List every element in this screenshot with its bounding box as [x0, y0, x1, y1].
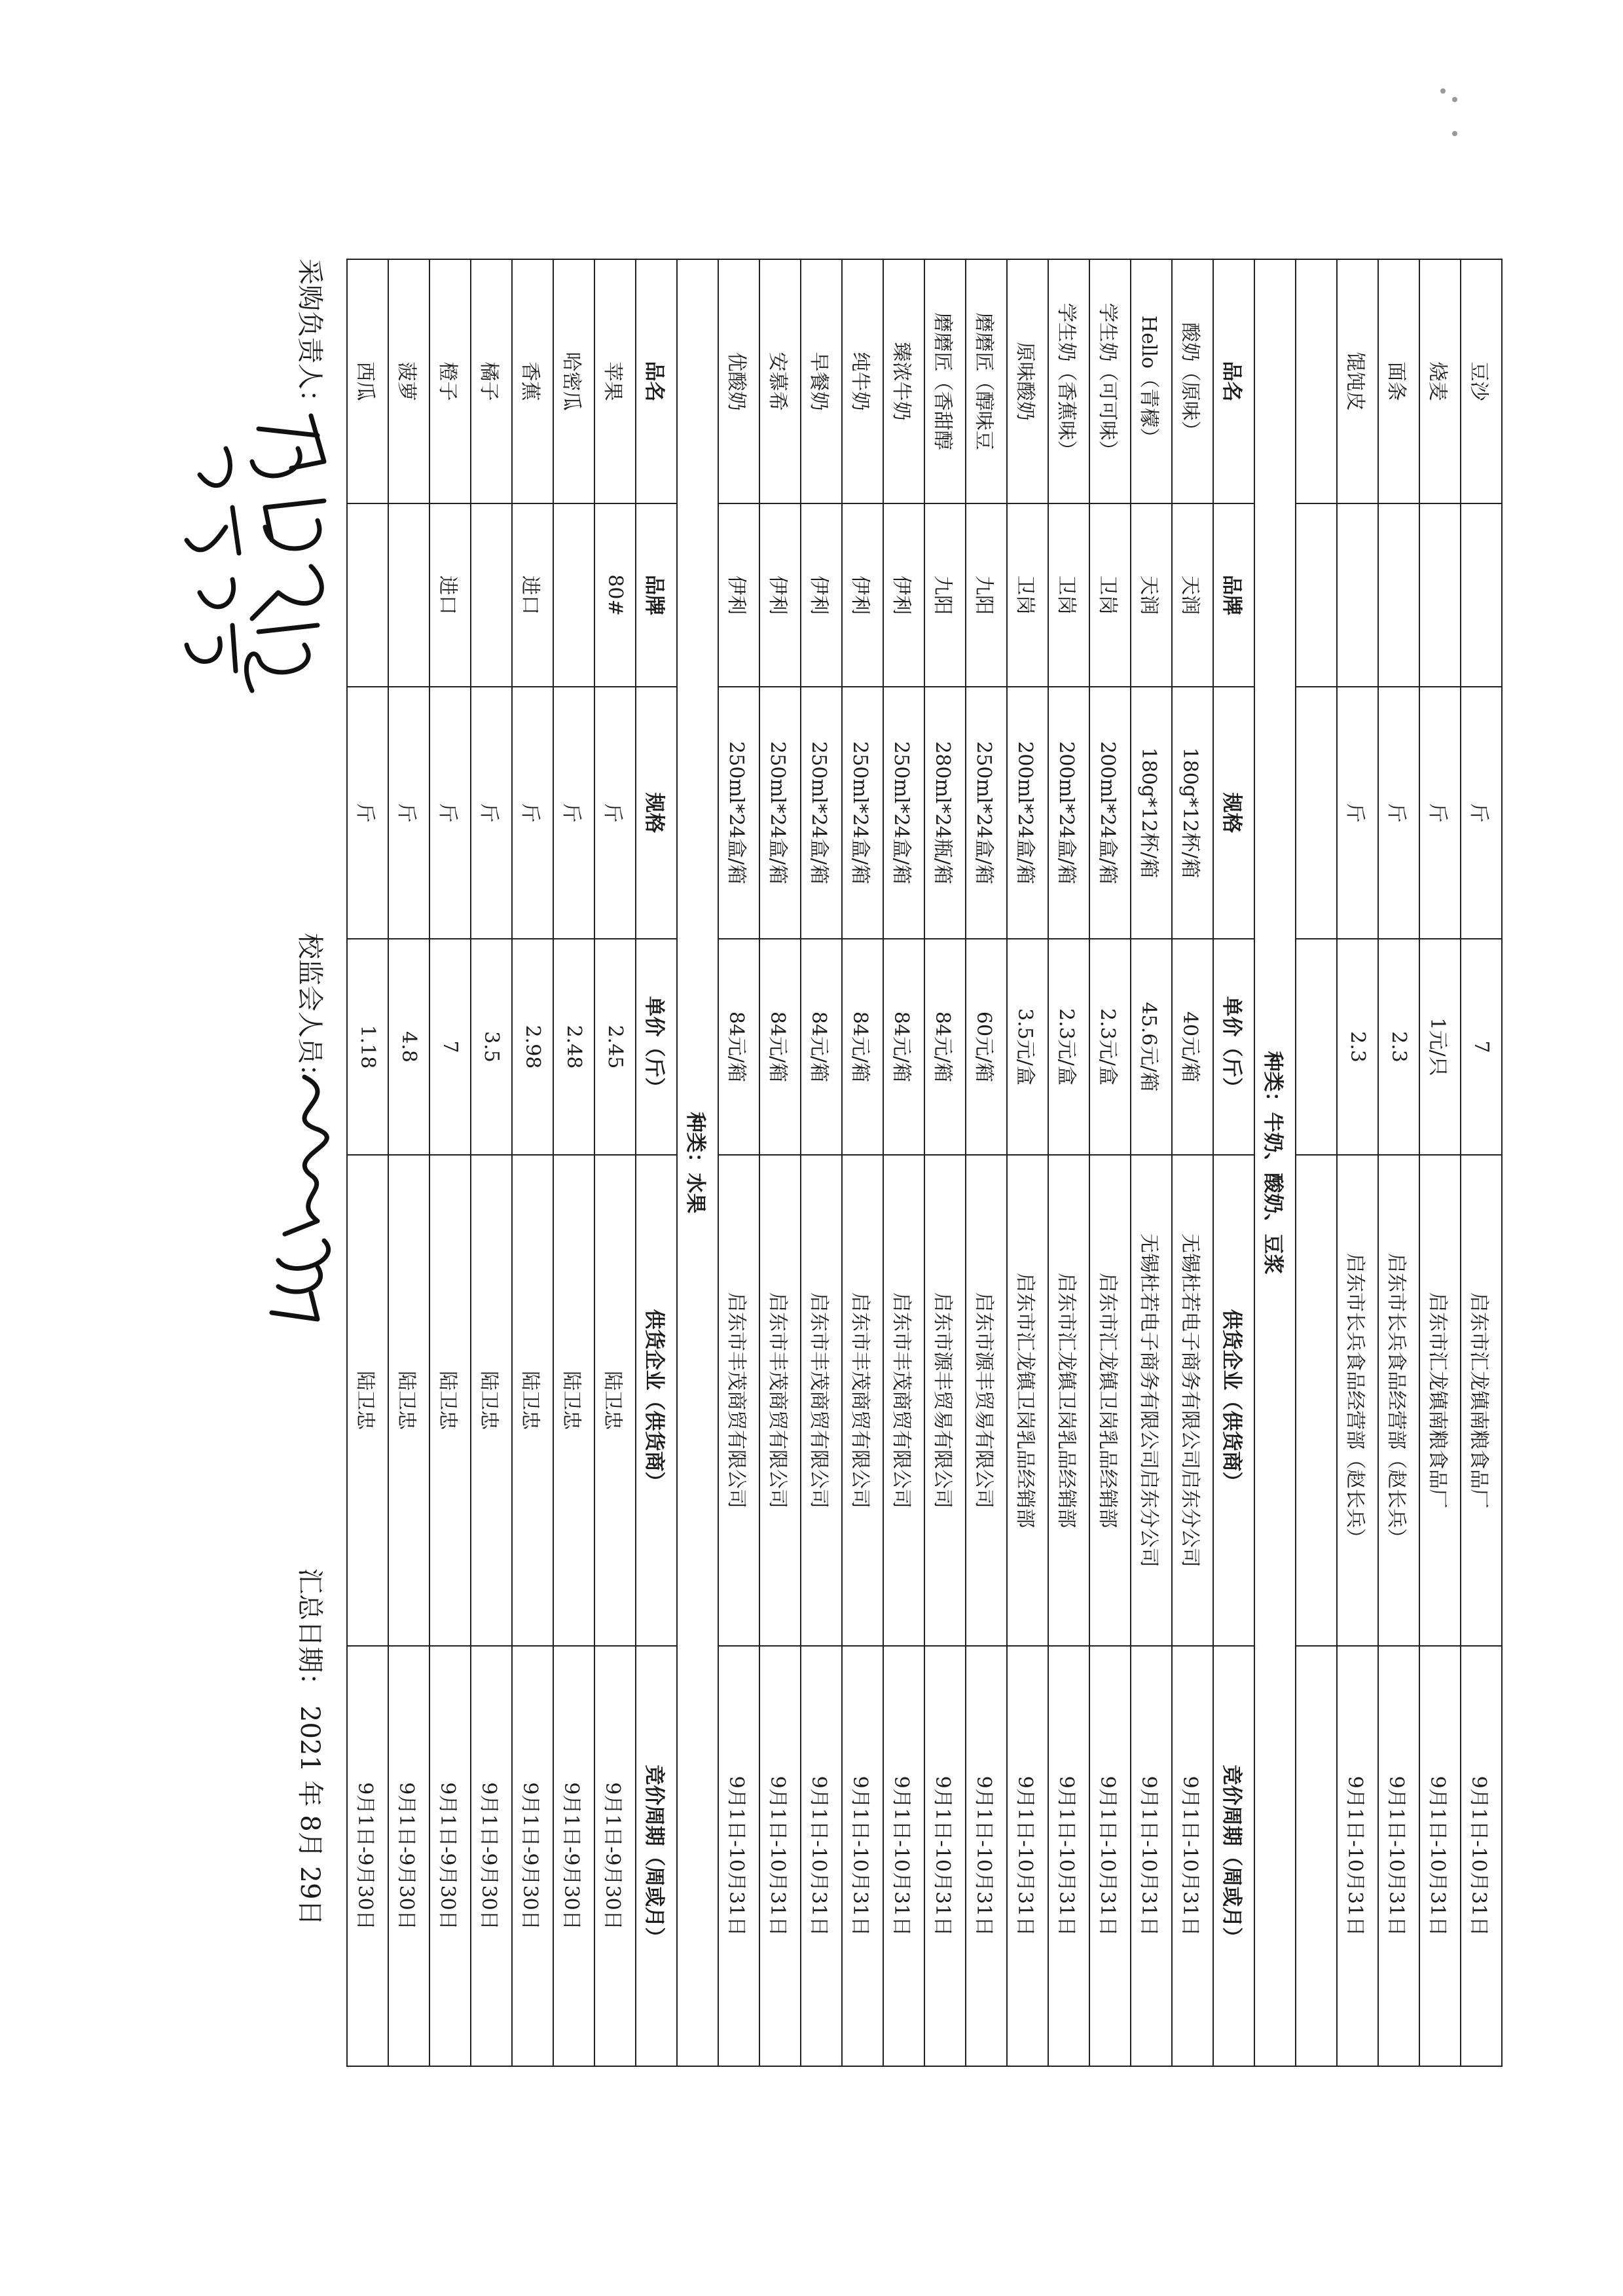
blank-cell	[1296, 259, 1337, 503]
table-row	[1048, 259, 1089, 2066]
cell-supplier: 启东市长兵食品经营部（赵长兵）	[1337, 1155, 1378, 1646]
cell-period: 9月1日-10月31日	[842, 1646, 883, 2066]
cell-name: 优酸奶	[718, 259, 759, 503]
cell-brand: 伊利	[842, 503, 883, 687]
cell-name: 磨磨匠（香甜醇	[924, 259, 966, 503]
header-supplier: 供货企业（供货商）	[1213, 1155, 1254, 1646]
cell-brand: 伊利	[718, 503, 759, 687]
cell-name: Hello（青檬）	[1131, 259, 1172, 503]
cell-period: 9月1日-10月31日	[718, 1646, 759, 2066]
cell-price: 84元/箱	[924, 939, 966, 1155]
cell-supplier: 启东市丰茂商贸有限公司	[883, 1155, 924, 1646]
cell-brand	[1378, 503, 1419, 687]
signature-row	[180, 259, 331, 2066]
cell-supplier: 启东市丰茂商贸有限公司	[842, 1155, 883, 1646]
cell-name: 豆沙	[1461, 259, 1502, 503]
cell-spec: 250ml*24盒/箱	[966, 687, 1007, 939]
cell-period: 9月1日-10月31日	[1007, 1646, 1048, 2066]
cell-name: 哈密瓜	[553, 259, 594, 503]
cell-name: 菠萝	[388, 259, 429, 503]
cell-spec: 250ml*24盒/箱	[842, 687, 883, 939]
cell-supplier: 陆卫忠	[512, 1155, 553, 1646]
cell-brand: 九阳	[966, 503, 1007, 687]
cell-supplier: 陆卫忠	[553, 1155, 594, 1646]
cell-supplier: 启东市丰茂商贸有限公司	[718, 1155, 759, 1646]
cell-spec: 180g*12杯/箱	[1172, 687, 1213, 939]
cell-name: 学生奶（可可味）	[1089, 259, 1131, 503]
cell-period: 9月1日-10月31日	[883, 1646, 924, 2066]
cell-price: 2.3	[1337, 939, 1378, 1155]
blank-cell	[1296, 503, 1337, 687]
cell-spec: 斤	[347, 687, 388, 939]
blank-row	[1296, 259, 1337, 2066]
header-period: 竞价周期（周或月）	[636, 1646, 677, 2066]
cell-brand	[553, 503, 594, 687]
cell-price: 1元/只	[1419, 939, 1461, 1155]
blank-cell	[1296, 1155, 1337, 1646]
scan-speck	[1452, 131, 1457, 136]
cell-price: 7	[429, 939, 471, 1155]
cell-supplier: 无锡杜若电子商务有限公司启东分公司	[1131, 1155, 1172, 1646]
cell-price: 7	[1461, 939, 1502, 1155]
cell-spec: 斤	[388, 687, 429, 939]
cell-price: 2.48	[553, 939, 594, 1155]
table-row	[471, 259, 512, 2066]
date-label: 汇总日期：	[295, 1568, 325, 1699]
cell-price: 60元/箱	[966, 939, 1007, 1155]
cell-supplier: 启东市长兵食品经营部（赵长兵）	[1378, 1155, 1419, 1646]
cell-brand: 卫岗	[1089, 503, 1131, 687]
cell-brand	[1337, 503, 1378, 687]
cell-supplier: 陆卫忠	[471, 1155, 512, 1646]
cell-price: 3.5元/盒	[1007, 939, 1048, 1155]
cell-name: 纯牛奶	[842, 259, 883, 503]
cell-spec: 250ml*24盒/箱	[801, 687, 842, 939]
cell-name: 香蕉	[512, 259, 553, 503]
cell-brand: 80#	[594, 503, 636, 687]
cell-period: 9月1日-9月30日	[594, 1646, 636, 2066]
header-price: 单价（斤）	[636, 939, 677, 1155]
cell-name: 原味酸奶	[1007, 259, 1048, 503]
cell-period: 9月1日-10月31日	[924, 1646, 966, 2066]
cell-period: 9月1日-9月30日	[347, 1646, 388, 2066]
price-table	[346, 259, 1503, 2067]
cell-brand: 进口	[512, 503, 553, 687]
cell-price: 45.6元/箱	[1131, 939, 1172, 1155]
cell-spec: 斤	[553, 687, 594, 939]
cell-supplier: 陆卫忠	[594, 1155, 636, 1646]
cell-brand	[347, 503, 388, 687]
cell-spec: 250ml*24盒/箱	[718, 687, 759, 939]
cell-price: 1.18	[347, 939, 388, 1155]
cell-spec: 180g*12杯/箱	[1131, 687, 1172, 939]
cell-name: 橘子	[471, 259, 512, 503]
header-supplier: 供货企业（供货商）	[636, 1155, 677, 1646]
cell-price: 84元/箱	[759, 939, 801, 1155]
header-name: 品名	[636, 259, 677, 503]
blank-cell	[1296, 687, 1337, 939]
cell-spec: 200ml*24盒/箱	[1089, 687, 1131, 939]
cell-brand: 卫岗	[1048, 503, 1089, 687]
cell-price: 40元/箱	[1172, 939, 1213, 1155]
cell-name: 面条	[1378, 259, 1419, 503]
cell-period: 9月1日-9月30日	[388, 1646, 429, 2066]
cell-brand: 九阳	[924, 503, 966, 687]
cell-period: 9月1日-10月31日	[1172, 1646, 1213, 2066]
cell-supplier: 启东市汇龙镇卫岗乳品经销部	[1007, 1155, 1048, 1646]
cell-period: 9月1日-10月31日	[1131, 1646, 1172, 2066]
header-spec: 规格	[636, 687, 677, 939]
cell-spec: 斤	[429, 687, 471, 939]
cell-price: 2.3元/盒	[1089, 939, 1131, 1155]
cell-supplier: 陆卫忠	[429, 1155, 471, 1646]
supervisor-signature	[259, 1070, 357, 1332]
header-brand: 品牌	[1213, 503, 1254, 687]
cell-supplier: 启东市丰茂商贸有限公司	[759, 1155, 801, 1646]
header-period: 竞价周期（周或月）	[1213, 1646, 1254, 2066]
cell-spec: 斤	[1461, 687, 1502, 939]
table-row	[594, 259, 636, 2066]
cell-supplier: 陆卫忠	[347, 1155, 388, 1646]
cell-spec: 斤	[1378, 687, 1419, 939]
header-row	[636, 259, 677, 2066]
cell-name: 苹果	[594, 259, 636, 503]
cell-price: 2.45	[594, 939, 636, 1155]
cell-spec: 250ml*24盒/箱	[759, 687, 801, 939]
table-row	[1461, 259, 1502, 2066]
scan-speck	[1452, 97, 1457, 102]
category-title: 种类：水果	[677, 259, 718, 2066]
cell-spec: 斤	[512, 687, 553, 939]
cell-price: 84元/箱	[801, 939, 842, 1155]
table-row	[1007, 259, 1048, 2066]
table-row	[966, 259, 1007, 2066]
purchaser-label: 采购负责人：	[295, 259, 325, 416]
cell-supplier: 陆卫忠	[388, 1155, 429, 1646]
header-spec: 规格	[1213, 687, 1254, 939]
cell-name: 学生奶（香蕉味）	[1048, 259, 1089, 503]
category-title: 种类：牛奶、酸奶、豆浆	[1254, 259, 1296, 2066]
cell-supplier: 启东市源丰贸易有限公司	[924, 1155, 966, 1646]
cell-price: 2.3	[1378, 939, 1419, 1155]
cell-spec: 280ml*24瓶/箱	[924, 687, 966, 939]
table-row	[388, 259, 429, 2066]
cell-brand: 卫岗	[1007, 503, 1048, 687]
cell-supplier: 无锡杜若电子商务有限公司启东分公司	[1172, 1155, 1213, 1646]
cell-period: 9月1日-10月31日	[966, 1646, 1007, 2066]
cell-brand	[1461, 503, 1502, 687]
cell-name: 磨磨匠（醇味豆	[966, 259, 1007, 503]
cell-supplier: 启东市汇龙镇卫岗乳品经销部	[1048, 1155, 1089, 1646]
cell-supplier: 启东市汇龙镇南粮食品厂	[1419, 1155, 1461, 1646]
blank-cell	[1296, 1646, 1337, 2066]
cell-price: 4.8	[388, 939, 429, 1155]
cell-period: 9月1日-10月31日	[1461, 1646, 1502, 2066]
cell-name: 烧麦	[1419, 259, 1461, 503]
header-price: 单价（斤）	[1213, 939, 1254, 1155]
cell-period: 9月1日-10月31日	[1419, 1646, 1461, 2066]
cell-name: 酸奶（原味）	[1172, 259, 1213, 503]
date-value: 2021 年 8月 29日	[295, 1705, 325, 1926]
cell-brand	[1419, 503, 1461, 687]
header-brand: 品牌	[636, 503, 677, 687]
cell-period: 9月1日-9月30日	[429, 1646, 471, 2066]
cell-name: 西瓜	[347, 259, 388, 503]
cell-name: 安慕希	[759, 259, 801, 503]
cell-supplier: 启东市汇龙镇南粮食品厂	[1461, 1155, 1502, 1646]
cell-period: 9月1日-10月31日	[1337, 1646, 1378, 2066]
cell-name: 馄饨皮	[1337, 259, 1378, 503]
cell-brand: 天润	[1172, 503, 1213, 687]
header-row	[1213, 259, 1254, 2066]
cell-supplier: 启东市源丰贸易有限公司	[966, 1155, 1007, 1646]
cell-spec: 斤	[1419, 687, 1461, 939]
cell-period: 9月1日-10月31日	[759, 1646, 801, 2066]
supervisor-label: 校监会人员：	[295, 933, 325, 1090]
cell-brand	[471, 503, 512, 687]
cell-name: 早餐奶	[801, 259, 842, 503]
cell-spec: 斤	[1337, 687, 1378, 939]
table-row	[924, 259, 966, 2066]
cell-spec: 斤	[594, 687, 636, 939]
table-row	[553, 259, 594, 2066]
table-row	[1378, 259, 1419, 2066]
cell-price: 2.98	[512, 939, 553, 1155]
cell-period: 9月1日-9月30日	[512, 1646, 553, 2066]
table-row	[1419, 259, 1461, 2066]
cell-spec: 200ml*24盒/箱	[1007, 687, 1048, 939]
rotated-page	[295, 259, 1503, 2066]
table-row	[801, 259, 842, 2066]
header-name: 品名	[1213, 259, 1254, 503]
cell-period: 9月1日-10月31日	[1378, 1646, 1419, 2066]
cell-brand	[388, 503, 429, 687]
cell-period: 9月1日-10月31日	[801, 1646, 842, 2066]
cell-brand: 进口	[429, 503, 471, 687]
table-row	[718, 259, 759, 2066]
table-row	[429, 259, 471, 2066]
table-row	[1131, 259, 1172, 2066]
table-row	[842, 259, 883, 2066]
category-row	[677, 259, 718, 2066]
cell-price: 2.3元/盒	[1048, 939, 1089, 1155]
scan-speck	[1440, 88, 1446, 94]
cell-price: 84元/箱	[842, 939, 883, 1155]
cell-brand: 天润	[1131, 503, 1172, 687]
cell-brand: 伊利	[883, 503, 924, 687]
cell-spec: 斤	[471, 687, 512, 939]
purchaser-signature	[180, 409, 350, 867]
table-row	[883, 259, 924, 2066]
table-row	[1172, 259, 1213, 2066]
table-row	[512, 259, 553, 2066]
cell-name: 臻浓牛奶	[883, 259, 924, 503]
table-row	[1089, 259, 1131, 2066]
cell-supplier: 启东市丰茂商贸有限公司	[801, 1155, 842, 1646]
table-row	[759, 259, 801, 2066]
cell-period: 9月1日-10月31日	[1048, 1646, 1089, 2066]
cell-brand: 伊利	[759, 503, 801, 687]
cell-period: 9月1日-9月30日	[471, 1646, 512, 2066]
cell-period: 9月1日-9月30日	[553, 1646, 594, 2066]
cell-spec: 250ml*24盒/箱	[883, 687, 924, 939]
cell-brand: 伊利	[801, 503, 842, 687]
cell-price: 84元/箱	[718, 939, 759, 1155]
cell-period: 9月1日-10月31日	[1089, 1646, 1131, 2066]
cell-supplier: 启东市汇龙镇卫岗乳品经销部	[1089, 1155, 1131, 1646]
cell-price: 3.5	[471, 939, 512, 1155]
category-row	[1254, 259, 1296, 2066]
cell-name: 橙子	[429, 259, 471, 503]
table-row	[1337, 259, 1378, 2066]
cell-spec: 200ml*24盒/箱	[1048, 687, 1089, 939]
cell-price: 84元/箱	[883, 939, 924, 1155]
blank-cell	[1296, 939, 1337, 1155]
